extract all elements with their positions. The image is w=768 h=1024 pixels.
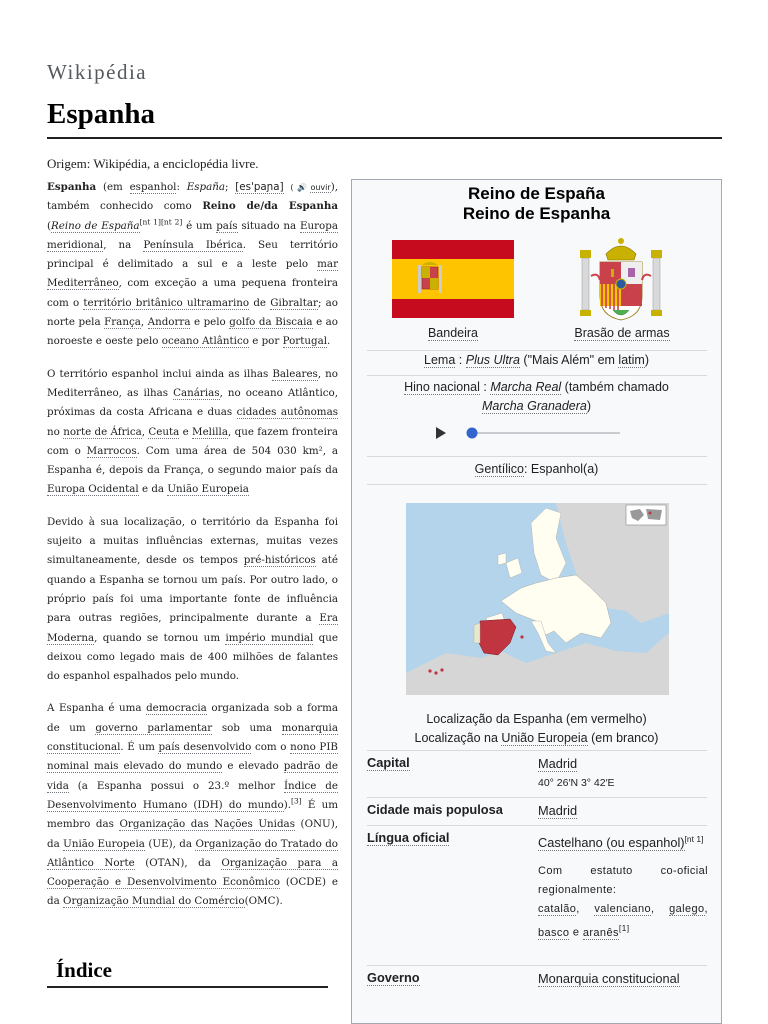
- text: . É um: [120, 741, 155, 754]
- link-imperio-mundial[interactable]: império mundial: [225, 631, 314, 644]
- text: e por: [252, 335, 280, 348]
- motto-label[interactable]: Lema: [424, 353, 456, 367]
- speaker-icon[interactable]: (🔊ouvir: [290, 183, 331, 192]
- coat-caption[interactable]: [562, 326, 682, 340]
- text: e elevado: [227, 760, 279, 773]
- link-canarias[interactable]: Canárias: [173, 386, 220, 399]
- link-pais[interactable]: país: [216, 219, 238, 232]
- reino-bold: Reino de/da Espanha: [202, 200, 338, 213]
- text: é um: [186, 219, 213, 232]
- link-franca[interactable]: França: [104, 316, 141, 329]
- infobox-title: [352, 184, 721, 224]
- text: sob uma: [221, 721, 273, 734]
- infobox-title-pt: Reino de Espanha: [462, 204, 611, 223]
- text: situado na: [241, 219, 297, 232]
- link-europa-ocidental[interactable]: Europa Ocidental: [47, 483, 139, 496]
- text: ), também conhecido como: [47, 181, 338, 213]
- infobox: [351, 179, 722, 1024]
- anthem-row-2: [352, 397, 721, 416]
- link-galego[interactable]: galego: [669, 903, 705, 916]
- divider: [367, 484, 707, 485]
- demonym-label[interactable]: Gentílico: [474, 462, 524, 476]
- link-peninsula-iberica[interactable]: Península Ibérica: [143, 238, 243, 251]
- text: , no oceano Atlântico, próximas da costa Africana e duas: [47, 386, 338, 419]
- text: ;: [225, 181, 229, 193]
- link-era-moderna[interactable]: Era Moderna: [47, 612, 338, 644]
- motto-translation: ("Mais Além" em: [523, 353, 615, 367]
- progress-track[interactable]: [470, 432, 620, 434]
- text: , quando se tornou um: [94, 631, 221, 644]
- capital-label[interactable]: Capital: [367, 755, 410, 770]
- link-melilla[interactable]: Melilla: [192, 425, 228, 438]
- map-caption-1: Localização da Espanha (em vermelho): [426, 712, 647, 726]
- text: ).: [283, 798, 292, 811]
- motto-value-link[interactable]: Plus Ultra: [465, 353, 520, 367]
- flag-caption[interactable]: [392, 326, 514, 340]
- link-gibraltar[interactable]: Gibraltar: [270, 296, 318, 309]
- link-monarquia-constitucional[interactable]: monarquia constitucional: [47, 721, 338, 754]
- text: Com estatuto co-oficial regionalmente:: [538, 865, 708, 897]
- text: Devido à sua localização, o território da Espanha foi sujeito a muitas influências externas, muitas vezes simultaneamente, desde os tempos: [47, 515, 338, 567]
- coat-of-arms-image[interactable]: [580, 236, 662, 324]
- article-body: [47, 178, 338, 925]
- term-espana: España: [186, 181, 226, 193]
- text: ; ao norte pela: [47, 296, 338, 329]
- progress-handle[interactable]: [467, 428, 478, 439]
- text: :: [458, 353, 463, 367]
- government-value-link[interactable]: Monarquia constitucional: [538, 971, 680, 986]
- text: :: [176, 181, 180, 193]
- spain-flag-image[interactable]: [392, 240, 514, 318]
- divider: [367, 965, 707, 966]
- text: organizada sob a forma de um: [47, 702, 338, 734]
- link-democracia[interactable]: democracia: [146, 702, 207, 715]
- demonym-value: : Espanhol(a): [523, 462, 599, 476]
- infobox-title-es: Reino de España: [468, 184, 605, 203]
- text: e ao noroeste e oeste pelo: [47, 316, 338, 348]
- divider: [367, 456, 707, 457]
- footnote-nt[interactable]: [nt 1][nt 2]: [139, 217, 183, 227]
- text: . Com uma área de 504 030 km², a Espanha é, depois da França, o segundo maior país da: [47, 444, 338, 477]
- link-portugal[interactable]: Portugal: [282, 335, 328, 348]
- link-onu[interactable]: Organização das Nações Unidas: [119, 818, 295, 831]
- link-mar-mediterraneo[interactable]: mar Mediterrâneo: [47, 258, 338, 290]
- coat-link[interactable]: Brasão de armas: [574, 326, 670, 340]
- text: (ONU), da: [47, 818, 338, 850]
- divider: [367, 825, 707, 826]
- motto-row: [352, 351, 721, 370]
- paragraph-4: [47, 699, 338, 911]
- anthem-alt-link[interactable]: Marcha Granadera: [481, 399, 587, 413]
- text: e pelo: [193, 316, 226, 329]
- text: , na: [103, 238, 132, 251]
- link-ue[interactable]: União Europeia: [63, 837, 145, 850]
- link-aranes[interactable]: aranês: [582, 926, 619, 939]
- text: . Seu território principal é delimitado a sul e a leste pelo: [47, 238, 338, 271]
- text: (OMC).: [244, 895, 283, 908]
- link-marrocos[interactable]: Marrocos: [86, 444, 137, 457]
- paragraph-1: [47, 178, 338, 352]
- divider: [367, 375, 707, 376]
- text: Localização na: [414, 731, 498, 745]
- text: que deixou como legado mais de 400 milhões de falantes do espanhol espalhados pelo mundo.: [47, 631, 338, 683]
- link-uniao-europeia-map[interactable]: União Europeia: [501, 731, 588, 745]
- official-language-label[interactable]: Língua oficial: [367, 830, 450, 845]
- text: ): [644, 353, 649, 367]
- link-governo-parlamentar[interactable]: governo parlamentar: [95, 721, 213, 734]
- text: (OTAN), da: [145, 856, 211, 869]
- link-pre-historicos[interactable]: pré-históricos: [243, 554, 316, 567]
- wikipedia-wordmark[interactable]: Wikipédia: [47, 60, 148, 84]
- text: e: [182, 425, 189, 438]
- text: O território espanhol inclui ainda as ilhas: [47, 367, 269, 380]
- text: (a Espanha possui o 23.º melhor: [77, 779, 276, 792]
- link-padrao-de-vida[interactable]: padrão de vida: [47, 760, 338, 792]
- ipa-pronunciation[interactable]: [es'paɲa]: [235, 181, 284, 193]
- link-reino-espana[interactable]: Reino de España: [51, 219, 140, 232]
- link-catalao[interactable]: catalão: [538, 903, 577, 916]
- link-oceano-atlantico[interactable]: oceano Atlântico: [161, 335, 249, 348]
- origin-note: Origem: Wikipédia, a enciclopédia livre.: [47, 156, 259, 171]
- link-idh[interactable]: Índice de Desenvolvimento Humano (IDH) do mundo: [47, 779, 338, 811]
- capital-coordinates[interactable]: 40° 26′N 3° 42′E: [538, 777, 615, 789]
- link-omc[interactable]: Organização Mundial do Comércio: [63, 895, 245, 908]
- text: ,: [141, 425, 146, 438]
- link-otan[interactable]: Organização do Tratado do Atlântico Norte: [47, 837, 339, 869]
- play-icon[interactable]: [436, 427, 446, 439]
- map-caption-2: [352, 729, 721, 748]
- link-uniao-europeia[interactable]: União Europeia: [167, 483, 249, 496]
- link-ceuta[interactable]: Ceuta: [148, 425, 180, 438]
- largest-city-label: Cidade mais populosa: [367, 802, 503, 817]
- text: até quando a Espanha se tornou um país. Por outro lado, o próprio país foi uma importante fonte de influência para outras regiões, principalmente durante a: [47, 554, 338, 625]
- link-baleares[interactable]: Baleares: [272, 367, 318, 380]
- index-heading: Índice: [56, 958, 113, 982]
- latin-link[interactable]: latim: [618, 353, 645, 367]
- divider: [367, 797, 707, 798]
- link-andorra[interactable]: Andorra: [147, 316, 191, 329]
- anthem-value-link[interactable]: Marcha Real: [490, 380, 562, 394]
- text: ): [586, 399, 592, 413]
- link-pais-desenvolvido[interactable]: país desenvolvido: [158, 741, 252, 754]
- divider: [367, 750, 707, 751]
- link-cidades-autonomas[interactable]: cidades autônomas: [236, 406, 338, 419]
- flag-link[interactable]: Bandeira: [427, 326, 479, 340]
- text: (OCDE) e da: [47, 876, 338, 908]
- text: e da: [141, 483, 165, 496]
- link-europa-meridional[interactable]: Europa meridional: [47, 219, 338, 251]
- link-basco[interactable]: basco: [538, 926, 570, 939]
- paragraph-2: [47, 365, 338, 500]
- paragraph-3: [47, 513, 338, 687]
- article-subject: Espanha: [47, 181, 97, 193]
- text: (em: [102, 181, 123, 193]
- anthem-row: [352, 378, 721, 397]
- title-divider: [47, 137, 722, 139]
- text: :: [483, 380, 487, 394]
- text: (: [47, 219, 52, 232]
- text: , com exceção a uma pequena fronteira com o: [47, 277, 338, 309]
- anthem-label[interactable]: Hino nacional: [404, 380, 480, 394]
- capital-value-link[interactable]: Madrid: [538, 756, 578, 771]
- text: e: [572, 926, 580, 939]
- text: (também chamado: [564, 380, 669, 394]
- link-norte-africa[interactable]: norte de África: [63, 425, 142, 438]
- audio-player[interactable]: [434, 422, 634, 444]
- link-golfo-biscaia[interactable]: golfo da Biscaia: [229, 316, 313, 329]
- footnote-1[interactable]: [1]: [618, 923, 630, 934]
- castelhano-link[interactable]: Castelhano (ou espanhol): [538, 835, 685, 851]
- text: A Espanha é uma: [47, 702, 142, 715]
- text: com o: [254, 741, 287, 754]
- text: É um membro das: [47, 798, 338, 831]
- text: no: [47, 425, 60, 438]
- europe-location-map[interactable]: [406, 503, 669, 695]
- co-official-note: Com estatuto co-oficial regionalmente: catalão, valenciano, galego, basco e aranês[1]: [538, 865, 708, 939]
- text: de: [253, 296, 267, 309]
- text: , no Mediterrâneo, as ilhas: [47, 367, 338, 399]
- link-pib[interactable]: nono PIB nominal mais elevado do mundo: [47, 741, 338, 773]
- link-territorio-ultramarino[interactable]: território britânico ultramarino: [83, 296, 250, 309]
- demonym-row: [352, 460, 721, 479]
- text: (UE), da: [148, 837, 193, 850]
- listen-link[interactable]: ouvir: [310, 183, 331, 192]
- largest-city-link[interactable]: Madrid: [538, 803, 578, 818]
- link-espanhol[interactable]: espanhol: [129, 181, 177, 193]
- text: (em branco): [591, 731, 659, 745]
- link-ocde[interactable]: Organização para a Cooperação e Desenvolvimento Econômico: [47, 856, 338, 889]
- link-valenciano[interactable]: valenciano: [594, 903, 651, 916]
- text: .: [327, 335, 331, 348]
- footnote-nt-1[interactable]: [nt 1]: [684, 834, 704, 844]
- footnote-3[interactable]: [3]: [291, 796, 302, 806]
- page-title: Espanha: [47, 98, 156, 130]
- text: ,: [140, 316, 145, 329]
- text: , que fazem fronteira com o: [47, 425, 338, 457]
- government-label[interactable]: Governo: [367, 970, 420, 985]
- index-divider: [47, 986, 328, 988]
